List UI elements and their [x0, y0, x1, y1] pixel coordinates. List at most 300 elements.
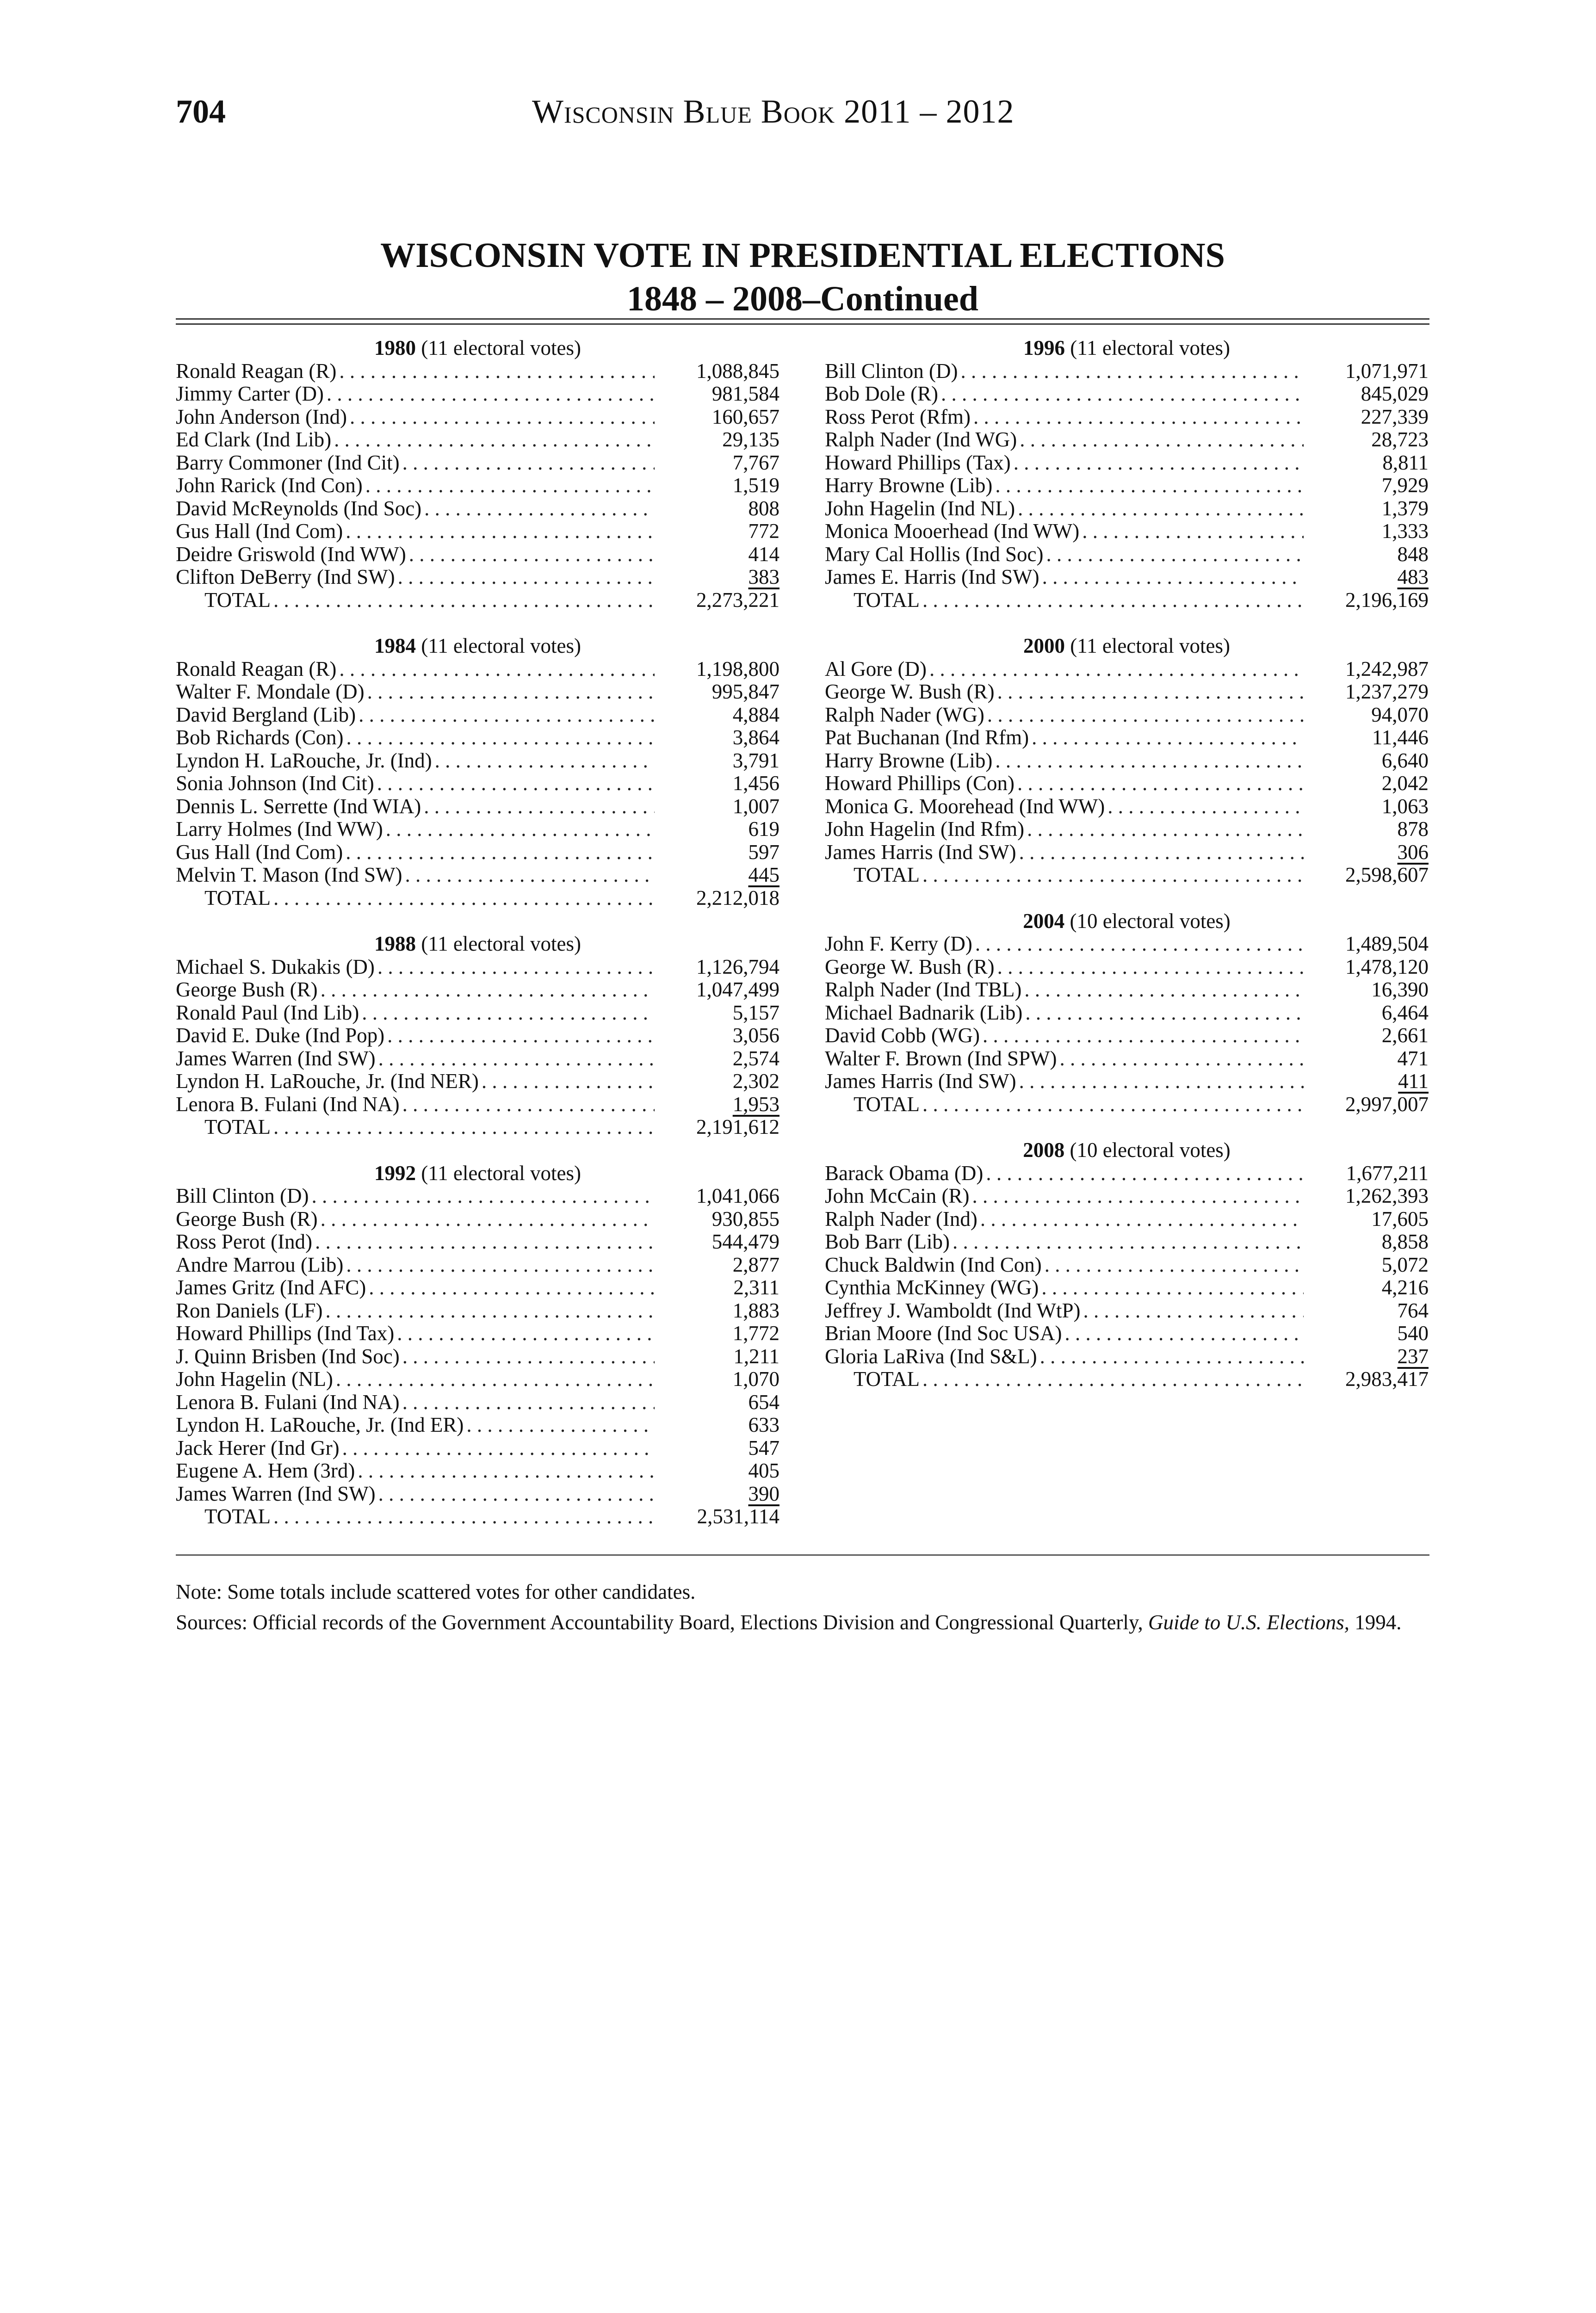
dot-leader	[1079, 520, 1304, 543]
candidate-name: John Hagelin (Ind Rfm)	[825, 817, 1025, 841]
vote-count: 848	[1397, 542, 1429, 566]
candidate-row	[176, 1024, 779, 1047]
election-heading	[176, 337, 779, 360]
candidate-row	[825, 978, 1429, 1002]
dot-leader	[992, 749, 1304, 773]
candidate-row	[176, 658, 779, 681]
candidate-name: Bob Barr (Lib)	[825, 1230, 950, 1253]
election-heading	[825, 1139, 1429, 1162]
vote-count: 633	[748, 1413, 779, 1436]
dot-leader	[1039, 566, 1304, 589]
candidate-row	[825, 543, 1429, 566]
candidate-name: Harry Browne (Lib)	[825, 748, 993, 772]
dot-leader	[958, 360, 1304, 383]
candidate-row	[176, 1483, 779, 1506]
vote-count: 6,640	[1381, 748, 1429, 772]
total-votes: 2,531,114	[697, 1505, 779, 1528]
vote-count: 1,088,845	[696, 359, 779, 383]
dot-leader	[322, 1299, 655, 1323]
candidate-name: Gus Hall (Ind Com)	[176, 840, 343, 864]
election-2008	[825, 1139, 1429, 1391]
total-row	[825, 1093, 1429, 1116]
election-1992	[176, 1162, 779, 1528]
candidate-row	[176, 1002, 779, 1025]
dot-leader	[333, 1368, 655, 1391]
dot-leader	[1022, 1002, 1304, 1025]
dot-leader	[971, 406, 1304, 429]
right-column	[825, 337, 1429, 1414]
candidate-name: John F. Kerry (D)	[825, 932, 972, 955]
candidate-row	[176, 864, 779, 887]
dot-leader	[400, 1093, 655, 1116]
candidate-name: Jeffrey J. Wamboldt (Ind WtP)	[825, 1299, 1081, 1322]
candidate-row	[825, 658, 1429, 681]
candidate-name: John Hagelin (Ind NL)	[825, 496, 1015, 520]
candidate-row	[176, 1322, 779, 1345]
dot-leader	[1029, 726, 1304, 749]
candidate-name: Michael Badnarik (Lib)	[825, 1001, 1023, 1024]
candidate-row	[825, 704, 1429, 727]
dot-leader	[271, 1505, 655, 1528]
dot-leader	[927, 658, 1304, 681]
election-1996	[825, 337, 1429, 612]
vote-count: 1,237,279	[1345, 680, 1429, 703]
electoral-votes: (11 electoral votes)	[421, 1161, 581, 1185]
vote-count: 411	[1398, 1070, 1429, 1093]
vote-count: 3,056	[732, 1024, 779, 1047]
candidate-row	[176, 406, 779, 429]
dot-leader	[984, 704, 1304, 727]
candidate-name: David Cobb (WG)	[825, 1024, 980, 1047]
note-text: Note: Some totals include scattered votes for other candidates.	[176, 1580, 696, 1603]
candidate-row	[176, 1437, 779, 1460]
dot-leader	[271, 887, 655, 910]
electoral-votes: (11 electoral votes)	[421, 634, 581, 657]
candidate-row	[825, 680, 1429, 704]
candidate-name: Ralph Nader (Ind)	[825, 1207, 977, 1231]
candidate-row	[176, 772, 779, 795]
candidate-name: James E. Harris (Ind SW)	[825, 565, 1039, 588]
candidate-name: David E. Duke (Ind Pop)	[176, 1024, 385, 1047]
candidate-name: Bill Clinton (D)	[825, 359, 958, 383]
candidate-name: Clifton DeBerry (Ind SW)	[176, 565, 395, 588]
vote-count: 1,211	[733, 1344, 779, 1368]
candidate-row	[176, 726, 779, 749]
candidate-name: Barry Commoner (Ind Cit)	[176, 451, 400, 474]
vote-count: 1,071,971	[1345, 359, 1429, 383]
sources-suffix: 1994.	[1349, 1611, 1402, 1634]
candidate-name: Ron Daniels (LF)	[176, 1299, 323, 1322]
dot-leader	[1043, 543, 1304, 566]
election-heading	[176, 933, 779, 956]
vote-count: 4,884	[732, 703, 779, 726]
candidate-name: Dennis L. Serrette (Ind WIA)	[176, 794, 421, 818]
election-year: 1984	[374, 634, 416, 657]
candidate-name: James Harris (Ind SW)	[825, 1070, 1016, 1093]
electoral-votes: (11 electoral votes)	[421, 932, 581, 955]
vote-count: 544,479	[711, 1230, 779, 1253]
dot-leader	[343, 520, 655, 543]
candidate-row	[825, 406, 1429, 429]
vote-count: 1,519	[732, 474, 779, 497]
candidate-row	[825, 1276, 1429, 1299]
candidate-row	[825, 520, 1429, 543]
candidate-name: Mary Cal Hollis (Ind Soc)	[825, 542, 1044, 566]
vote-count: 7,929	[1381, 474, 1429, 497]
dot-leader	[479, 1070, 655, 1093]
vote-count: 7,767	[732, 451, 779, 474]
total-row	[825, 589, 1429, 612]
sources-text	[176, 1610, 1429, 1634]
candidate-row	[176, 841, 779, 864]
candidate-row	[176, 818, 779, 841]
vote-count: 3,864	[732, 726, 779, 749]
candidate-row	[176, 1391, 779, 1414]
candidate-name: Ed Clark (Ind Lib)	[176, 428, 332, 451]
dot-leader	[374, 772, 655, 795]
total-label: TOTAL	[204, 886, 271, 909]
candidate-name: Barack Obama (D)	[825, 1161, 984, 1185]
vote-count: 4,216	[1381, 1276, 1429, 1299]
vote-count: 8,858	[1381, 1230, 1429, 1253]
candidate-row	[176, 704, 779, 727]
dot-leader	[432, 749, 655, 773]
vote-count: 5,072	[1381, 1253, 1429, 1276]
vote-count: 471	[1397, 1046, 1429, 1070]
candidate-name: Lenora B. Fulani (Ind NA)	[176, 1092, 400, 1116]
vote-count: 2,574	[732, 1046, 779, 1070]
vote-count: 981,584	[711, 382, 779, 405]
total-row	[176, 589, 779, 612]
dot-leader	[359, 1002, 655, 1025]
dot-leader	[363, 474, 655, 497]
election-year: 1980	[374, 336, 416, 359]
table-bottom-rule	[176, 1554, 1429, 1556]
election-heading	[176, 1162, 779, 1185]
candidate-name: George Bush (R)	[176, 978, 318, 1001]
candidate-row	[825, 1024, 1429, 1047]
candidate-name: Lenora B. Fulani (Ind NA)	[176, 1390, 400, 1414]
candidate-name: Howard Phillips (Con)	[825, 772, 1015, 795]
vote-count: 1,041,066	[696, 1184, 779, 1207]
candidate-name: Bob Dole (R)	[825, 382, 938, 405]
dot-leader	[972, 933, 1304, 956]
candidate-row	[176, 1299, 779, 1323]
candidate-row	[825, 933, 1429, 956]
candidate-row	[176, 497, 779, 520]
candidate-row	[176, 1208, 779, 1231]
vote-count: 2,302	[732, 1070, 779, 1093]
left-column	[176, 337, 779, 1552]
title-double-rule	[176, 318, 1429, 325]
candidate-row	[176, 428, 779, 451]
candidate-row	[176, 1254, 779, 1277]
candidate-name: Al Gore (D)	[825, 657, 927, 680]
candidate-row	[825, 841, 1429, 864]
election-2000	[825, 635, 1429, 887]
candidate-row	[176, 360, 779, 383]
candidate-row	[825, 1070, 1429, 1093]
vote-count: 227,339	[1361, 405, 1429, 428]
dot-leader	[355, 1460, 655, 1483]
vote-count: 2,661	[1381, 1024, 1429, 1047]
candidate-name: Brian Moore (Ind Soc USA)	[825, 1322, 1062, 1345]
candidate-name: Sonia Johnson (Ind Cit)	[176, 772, 374, 795]
vote-count: 1,198,800	[696, 657, 779, 680]
dot-leader	[421, 497, 655, 520]
vote-count: 845,029	[1361, 382, 1429, 405]
electoral-votes: (11 electoral votes)	[1070, 634, 1230, 657]
electoral-votes: (10 electoral votes)	[1070, 909, 1231, 933]
vote-count: 29,135	[722, 428, 779, 451]
candidate-name: John McCain (R)	[825, 1184, 970, 1207]
vote-count: 878	[1397, 817, 1429, 841]
election-year: 1988	[374, 932, 416, 955]
candidate-name: Pat Buchanan (Ind Rfm)	[825, 726, 1029, 749]
dot-leader	[340, 1437, 655, 1460]
election-heading	[176, 635, 779, 658]
candidate-row	[176, 566, 779, 589]
dot-leader	[464, 1414, 655, 1437]
candidate-name: John Rarick (Ind Con)	[176, 474, 363, 497]
vote-count: 483	[1397, 565, 1429, 588]
dot-leader	[400, 1345, 655, 1368]
dot-leader	[395, 566, 655, 589]
candidate-name: J. Quinn Brisben (Ind Soc)	[176, 1344, 400, 1368]
candidate-row	[825, 1231, 1429, 1254]
running-head: Wisconsin Blue Book 2011 – 2012	[532, 93, 1015, 130]
candidate-name: Monica Mooerhead (Ind WW)	[825, 519, 1080, 543]
vote-count: 1,379	[1381, 496, 1429, 520]
candidate-row	[176, 795, 779, 818]
candidate-row	[825, 956, 1429, 979]
candidate-row	[825, 1002, 1429, 1025]
vote-count: 28,723	[1371, 428, 1429, 451]
candidate-name: Bill Clinton (D)	[176, 1184, 309, 1207]
vote-count: 383	[748, 565, 779, 588]
election-year: 2000	[1023, 634, 1065, 657]
page-header	[176, 93, 1420, 143]
vote-count: 405	[748, 1459, 779, 1482]
election-2004	[825, 910, 1429, 1116]
dot-leader	[421, 795, 655, 818]
dot-leader	[400, 1391, 655, 1414]
vote-count: 8,811	[1382, 451, 1429, 474]
election-year: 1992	[374, 1161, 416, 1185]
vote-count: 654	[748, 1390, 779, 1414]
election-year: 2004	[1023, 909, 1065, 933]
candidate-row	[825, 383, 1429, 406]
candidate-name: James Gritz (Ind AFC)	[176, 1276, 366, 1299]
vote-count: 445	[748, 863, 779, 886]
vote-count: 1,007	[732, 794, 779, 818]
total-votes: 2,191,612	[696, 1115, 779, 1138]
candidate-name: John Anderson (Ind)	[176, 405, 347, 428]
dot-leader	[324, 383, 655, 406]
candidate-name: Michael S. Dukakis (D)	[176, 955, 375, 978]
candidate-row	[825, 1322, 1429, 1345]
dot-leader	[977, 1208, 1304, 1231]
total-votes: 2,983,417	[1345, 1367, 1429, 1391]
candidate-name: Bob Richards (Con)	[176, 726, 344, 749]
total-row	[176, 1505, 779, 1528]
title-line-1: WISCONSIN VOTE IN PRESIDENTIAL ELECTIONS	[380, 236, 1225, 275]
vote-count: 808	[748, 496, 779, 520]
candidate-row	[825, 1185, 1429, 1208]
dot-leader	[343, 841, 655, 864]
candidate-row	[825, 566, 1429, 589]
candidate-row	[176, 383, 779, 406]
vote-count: 1,677,211	[1346, 1161, 1429, 1185]
notes-section	[176, 1580, 1429, 1641]
candidate-name: James Warren (Ind SW)	[176, 1482, 376, 1505]
candidate-name: Cynthia McKinney (WG)	[825, 1276, 1039, 1299]
vote-count: 1,883	[732, 1299, 779, 1322]
candidate-row	[176, 1414, 779, 1437]
dot-leader	[950, 1231, 1304, 1254]
dot-leader	[995, 956, 1304, 979]
sources-title: Guide to U.S. Elections,	[1148, 1611, 1349, 1634]
dot-leader	[995, 680, 1304, 704]
dot-leader	[920, 1368, 1304, 1391]
total-votes: 2,273,221	[696, 588, 779, 612]
candidate-row	[176, 956, 779, 979]
page-number: 704	[176, 93, 226, 130]
vote-count: 547	[748, 1436, 779, 1460]
candidate-row	[825, 428, 1429, 451]
candidate-name: Gus Hall (Ind Com)	[176, 519, 343, 543]
vote-count: 540	[1397, 1322, 1429, 1345]
candidate-row	[825, 1162, 1429, 1185]
candidate-name: Walter F. Mondale (D)	[176, 680, 365, 703]
candidate-name: David Bergland (Lib)	[176, 703, 356, 726]
candidate-name: James Harris (Ind SW)	[825, 840, 1016, 864]
candidate-row	[176, 451, 779, 475]
candidate-row	[825, 1208, 1429, 1231]
vote-count: 930,855	[711, 1207, 779, 1231]
candidate-name: Howard Phillips (Ind Tax)	[176, 1322, 395, 1345]
dot-leader	[1017, 428, 1304, 451]
candidate-row	[825, 1345, 1429, 1368]
vote-count: 160,657	[711, 405, 779, 428]
vote-count: 6,464	[1381, 1001, 1429, 1024]
election-year: 1996	[1023, 336, 1065, 359]
dot-leader	[1057, 1047, 1304, 1070]
dot-leader	[331, 428, 655, 451]
candidate-row	[176, 978, 779, 1002]
election-heading	[825, 635, 1429, 658]
total-label: TOTAL	[854, 1367, 920, 1391]
candidate-row	[176, 474, 779, 497]
dot-leader	[376, 1483, 655, 1506]
candidate-row	[825, 795, 1429, 818]
candidate-row	[825, 1254, 1429, 1277]
total-row	[825, 1368, 1429, 1391]
candidate-name: Ronald Reagan (R)	[176, 359, 337, 383]
vote-count: 1,126,794	[696, 955, 779, 978]
vote-count: 597	[748, 840, 779, 864]
dot-leader	[356, 704, 655, 727]
dot-leader	[983, 1162, 1304, 1185]
dot-leader	[920, 1093, 1304, 1116]
candidate-row	[176, 1345, 779, 1368]
dot-leader	[384, 1024, 655, 1047]
candidate-name: Lyndon H. LaRouche, Jr. (Ind NER)	[176, 1070, 479, 1093]
dot-leader	[400, 451, 655, 475]
candidate-name: Ross Perot (Rfm)	[825, 405, 971, 428]
election-1988	[176, 933, 779, 1139]
vote-count: 1,456	[732, 772, 779, 795]
vote-count: 5,157	[732, 1001, 779, 1024]
dot-leader	[1016, 1070, 1304, 1093]
dot-leader	[394, 1322, 655, 1345]
dot-leader	[1021, 978, 1304, 1002]
election-heading	[825, 337, 1429, 360]
total-label: TOTAL	[854, 1092, 920, 1116]
vote-count: 1,953	[732, 1092, 779, 1116]
vote-count: 390	[748, 1482, 779, 1505]
vote-count: 995,847	[711, 680, 779, 703]
dot-leader	[402, 864, 655, 887]
candidate-name: Gloria LaRiva (Ind S&L)	[825, 1344, 1037, 1368]
dot-leader	[1015, 772, 1304, 795]
dot-leader	[271, 1116, 655, 1139]
total-votes: 2,997,007	[1345, 1092, 1429, 1116]
total-row	[825, 864, 1429, 887]
candidate-name: Harry Browne (Lib)	[825, 474, 993, 497]
candidate-row	[176, 1185, 779, 1208]
vote-count: 1,070	[732, 1367, 779, 1391]
dot-leader	[992, 474, 1304, 497]
vote-count: 2,311	[733, 1276, 779, 1299]
dot-leader	[365, 680, 655, 704]
dot-leader	[1042, 1254, 1304, 1277]
dot-leader	[343, 1254, 655, 1277]
candidate-name: Ralph Nader (Ind WG)	[825, 428, 1017, 451]
candidate-row	[825, 451, 1429, 475]
dot-leader	[271, 589, 655, 612]
vote-count: 1,262,393	[1345, 1184, 1429, 1207]
candidate-row	[176, 1093, 779, 1116]
candidate-row	[825, 360, 1429, 383]
dot-leader	[1011, 451, 1304, 475]
candidate-name: Lyndon H. LaRouche, Jr. (Ind ER)	[176, 1413, 464, 1436]
dot-leader	[1105, 795, 1304, 818]
electoral-votes: (11 electoral votes)	[421, 336, 581, 359]
candidate-name: Ronald Paul (Ind Lib)	[176, 1001, 359, 1024]
dot-leader	[309, 1185, 655, 1208]
vote-count: 619	[748, 817, 779, 841]
candidate-row	[176, 1276, 779, 1299]
candidate-name: Andre Marrou (Lib)	[176, 1253, 344, 1276]
candidate-name: Howard Phillips (Tax)	[825, 451, 1011, 474]
dot-leader	[1024, 818, 1304, 841]
vote-count: 3,791	[732, 748, 779, 772]
candidate-row	[176, 1047, 779, 1070]
vote-count: 306	[1397, 840, 1429, 864]
dot-leader	[366, 1276, 655, 1299]
dot-leader	[1016, 841, 1304, 864]
total-row	[176, 1116, 779, 1139]
vote-count: 1,478,120	[1345, 955, 1429, 978]
total-votes: 2,196,169	[1345, 588, 1429, 612]
candidate-name: John Hagelin (NL)	[176, 1367, 333, 1391]
candidate-row	[825, 749, 1429, 773]
candidate-name: Jack Herer (Ind Gr)	[176, 1436, 340, 1460]
total-label: TOTAL	[854, 588, 920, 612]
dot-leader	[336, 360, 655, 383]
dot-leader	[1037, 1345, 1304, 1368]
